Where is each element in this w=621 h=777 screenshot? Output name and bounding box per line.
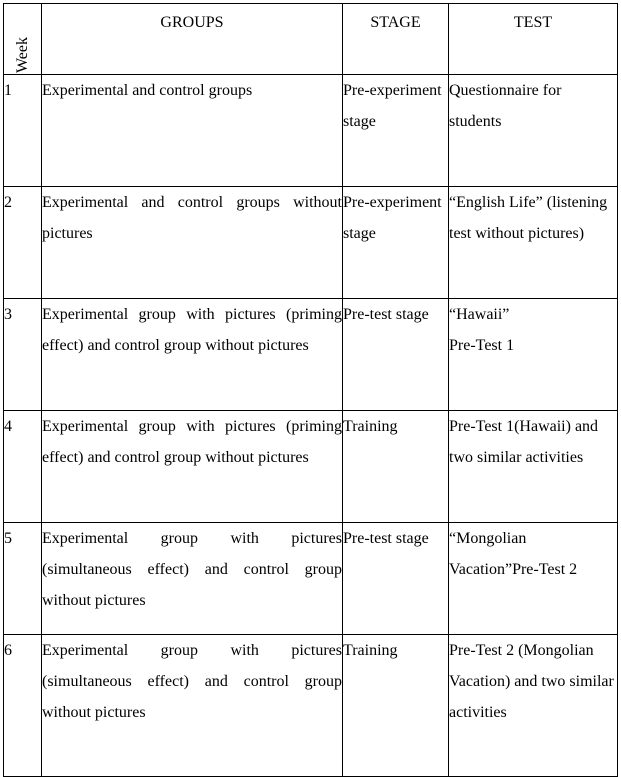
test-line: Pre-Test 1(Hawaii) and two similar activities xyxy=(449,418,599,466)
week-number-cell: 2 xyxy=(4,187,42,299)
stage-cell: Pre-experiment stage xyxy=(343,75,449,187)
test-line: “English Life” (listening test without pictures) xyxy=(449,194,608,242)
table-row xyxy=(4,299,618,411)
groups-column-header xyxy=(42,4,343,75)
test-column-header xyxy=(449,4,618,75)
groups-cell: Experimental group with pictures (simultaneous effect) and control group without pictures xyxy=(42,523,343,635)
groups-cell: Experimental and control groups without pictures xyxy=(42,187,343,299)
test-cell xyxy=(449,299,618,411)
test-line: Questionnaire for students xyxy=(449,82,562,130)
groups-header-label: GROUPS xyxy=(160,14,224,31)
week-column-header xyxy=(4,4,42,75)
groups-cell: Experimental group with pictures (priming effect) and control group without pictures xyxy=(42,299,343,411)
test-line: Pre-Test 2 (Mongolian Vacation) and two similar activities xyxy=(449,642,614,721)
groups-cell: Experimental group with pictures (simultaneous effect) and control group without pictures xyxy=(42,635,343,777)
experiment-schedule-table xyxy=(3,3,618,777)
week-number-cell: 5 xyxy=(4,523,42,635)
test-cell xyxy=(449,635,618,777)
table-row xyxy=(4,411,618,523)
test-line: “Hawaii” xyxy=(449,306,510,323)
table-row xyxy=(4,635,618,777)
groups-cell: Experimental group with pictures (priming effect) and control group without pictures xyxy=(42,411,343,523)
stage-cell: Pre-test stage xyxy=(343,523,449,635)
test-cell xyxy=(449,75,618,187)
table-row xyxy=(4,187,618,299)
test-cell xyxy=(449,523,618,635)
stage-header-label: STAGE xyxy=(370,14,421,31)
test-cell xyxy=(449,187,618,299)
stage-cell: Pre-test stage xyxy=(343,299,449,411)
stage-cell: Training xyxy=(343,411,449,523)
table-row xyxy=(4,75,618,187)
week-number-cell: 3 xyxy=(4,299,42,411)
stage-cell: Training xyxy=(343,635,449,777)
groups-cell: Experimental and control groups xyxy=(42,75,343,187)
test-line: “Mongolian Vacation”Pre-Test 2 xyxy=(449,530,578,578)
test-header-label: TEST xyxy=(513,14,553,31)
week-number-cell: 6 xyxy=(4,635,42,777)
stage-column-header xyxy=(343,4,449,75)
table-row xyxy=(4,523,618,635)
week-number-cell: 4 xyxy=(4,411,42,523)
header-row xyxy=(4,4,618,75)
stage-cell: Pre-experiment stage xyxy=(343,187,449,299)
test-cell xyxy=(449,411,618,523)
test-line: Pre-Test 1 xyxy=(449,337,515,354)
week-header-label: Week xyxy=(13,36,31,74)
week-number-cell: 1 xyxy=(4,75,42,187)
table-body xyxy=(4,75,618,777)
